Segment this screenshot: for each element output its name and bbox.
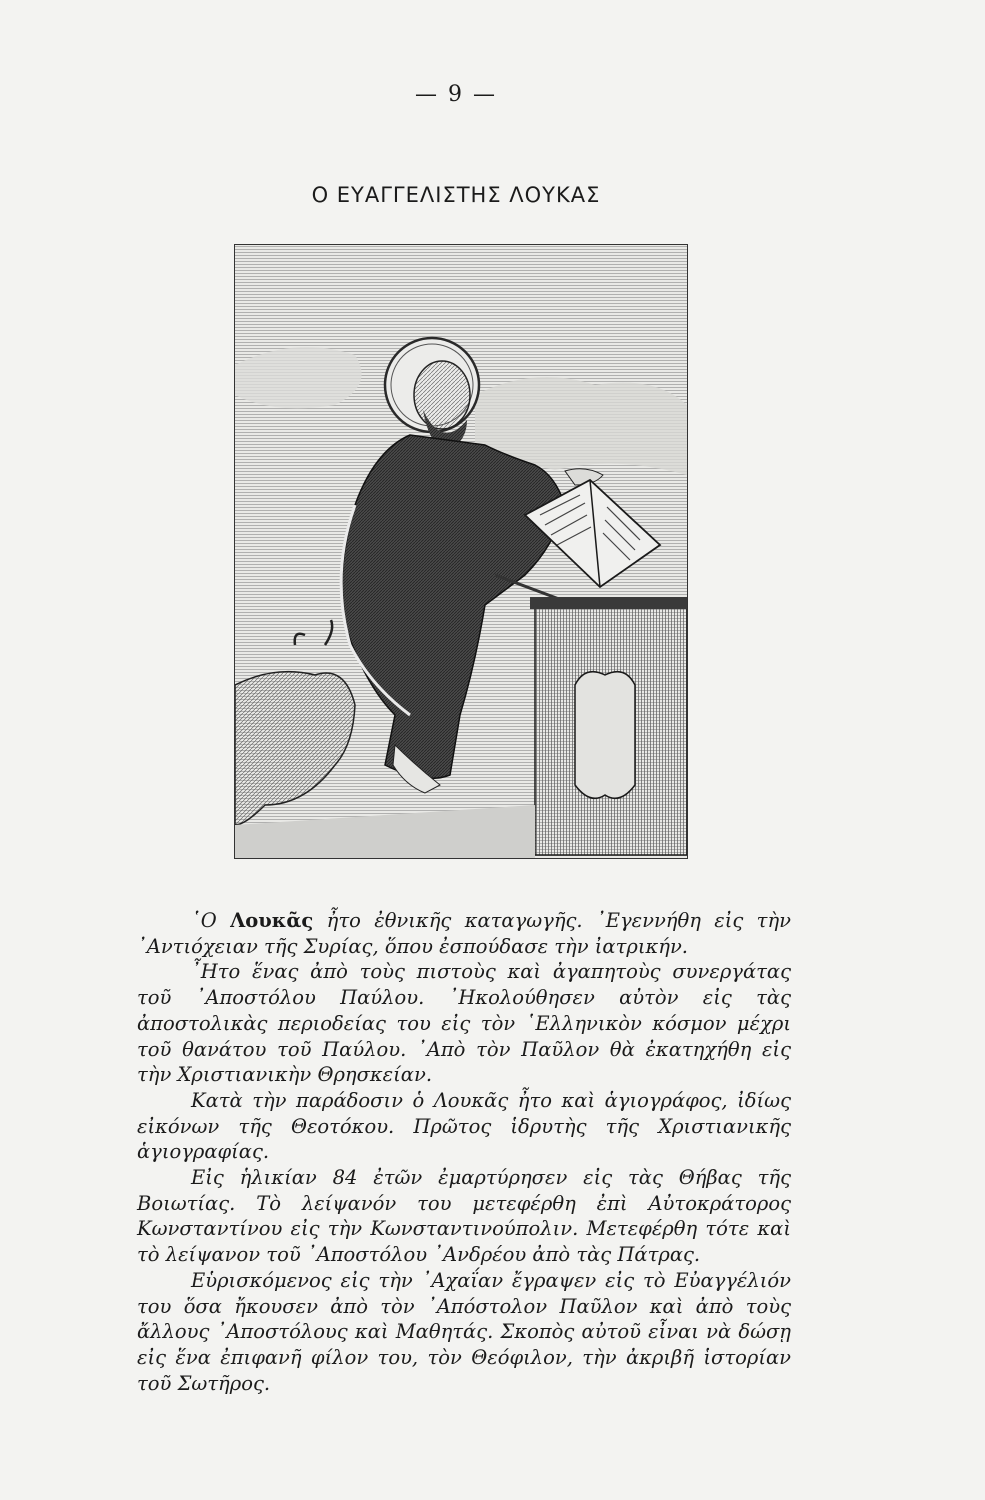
page-title: Ο ΕΥΑΓΓΕΛΙΣΤΗΣ ΛΟΥΚΑΣ: [311, 183, 601, 207]
paragraph: Εἰς ἡλικίαν 84 ἐτῶν ἐμαρτύρησεν εἰς τὰς Θήβας τῆς Βοιωτίας. Τὸ λείψανόν του μετεφέρθη ἐπὶ Αὐτοκράτορος Κωνσταντίνου εἰς τὴν Κωνσταντινούπολιν. Μετεφέρθη τότε καὶ τὸ λείψανον τοῦ ᾽Αποστόλου ᾽Ανδρέου ἀπὸ τὰς Πάτρας.: [137, 1166, 791, 1267]
paragraph: Εὑρισκόμενος εἰς τὴν ᾽Αχαΐαν ἔγραψεν εἰς τὸ Εὐαγγέλιόν του ὅσα ἤκουσεν ἀπὸ τὸν ᾽Απόστολον Παῦλον καὶ ἀπὸ τοὺς ἄλλους ᾽Αποστόλους καὶ Μαθητάς. Σκοπὸς αὐτοῦ εἶναι νὰ δώσῃ εἰς ἕνα ἐπιφανῆ φίλον του, τὸν Θεόφιλον, τὴν ἀκριβῆ ἱστορίαν τοῦ Σωτῆρος.: [137, 1268, 791, 1395]
head: [414, 361, 470, 429]
lead-name: Λουκᾶς: [230, 909, 314, 932]
paragraph: [137, 908, 791, 959]
paragraph: Κατὰ τὴν παράδοσιν ὁ Λουκᾶς ἦτο καὶ ἁγιογράφος, ἰδίως εἰκόνων τῆς Θεοτόκου. Πρῶτος ἱδρυτὴς τῆς Χριστιανικῆς ἁγιογραφίας.: [137, 1088, 791, 1164]
paragraph-lead-prefix: ῾Ο: [191, 909, 231, 932]
paragraph-text: ἦτο ἐθνικῆς καταγωγῆς. ᾽Εγεννήθη εἰς τὴν ᾽Αντιόχειαν τῆς Συρίας, ὅπου ἐσπούδασε τὴν ἰατρικήν.: [137, 909, 791, 958]
page-number: — 9 —: [415, 82, 497, 107]
paragraph: ῏Ητο ἕνας ἀπὸ τοὺς πιστοὺς καὶ ἀγαπητοὺς συνεργάτας τοῦ ᾽Αποστόλου Παύλου. ᾽Ηκολούθησεν αὐτὸν εἰς τὰς ἀποστολικὰς περιοδείας του εἰς τὸν ῾Ελληνικὸν κόσμον μέχρι τοῦ θανάτου τοῦ Παύλου. ᾽Απὸ τὸν Παῦλον θὰ ἐκατηχήθη εἰς τὴν Χριστιανικὴν Θρησκείαν.: [137, 960, 791, 1087]
saint-luke-illustration: [234, 244, 688, 859]
body-text: [137, 908, 791, 1396]
